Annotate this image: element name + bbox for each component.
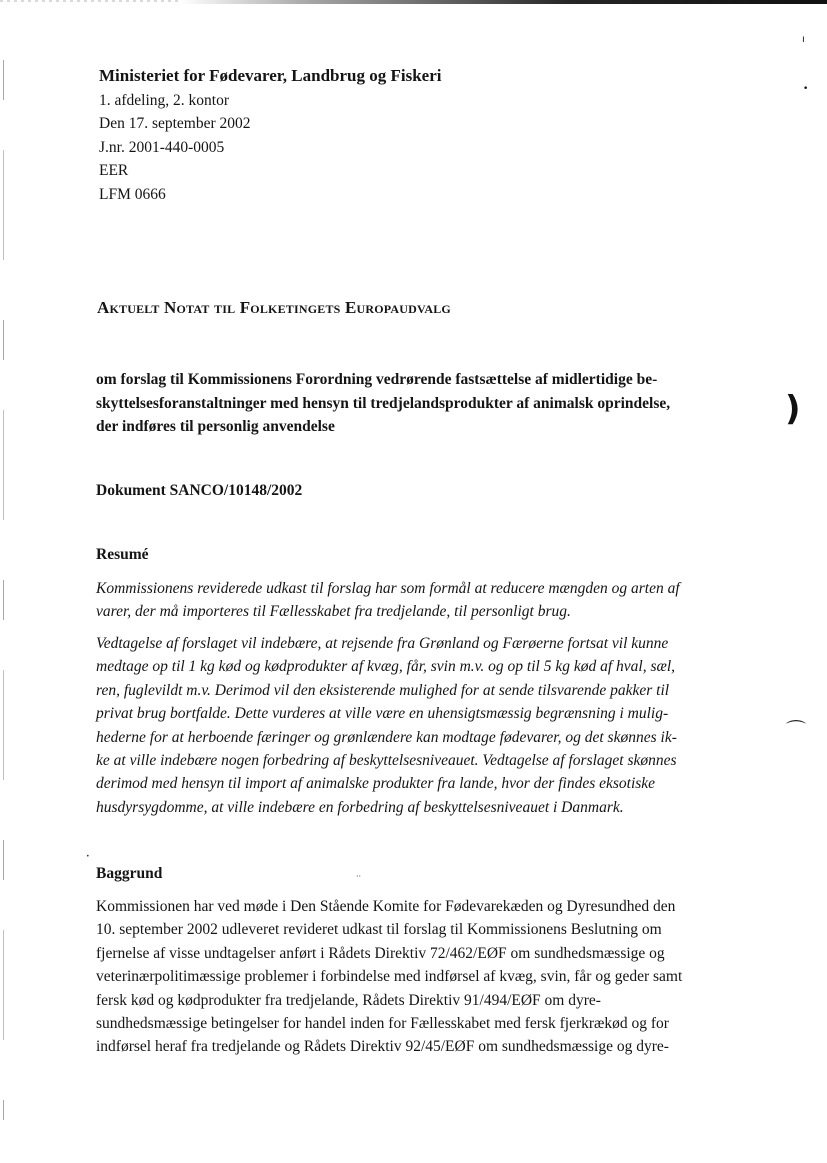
paragraph-line: medtage op til 1 kg kød og kødprodukter af kvæg, får, svin m.v. og op til 5 kg kød af hval, sæl, bbox=[96, 658, 676, 676]
resume-paragraph-1 bbox=[96, 577, 746, 624]
paragraph-line: fersk kød og kødprodukter fra tredjelande, Rådets Direktiv 91/494/EØF om dyre- bbox=[96, 991, 601, 1009]
header-line-initials: EER bbox=[99, 162, 129, 179]
paragraph-line: Kommissionens reviderede udkast til forslag har som formål at reducere mængden og arten af bbox=[96, 580, 680, 597]
resume-paragraph-2 bbox=[96, 632, 746, 819]
paragraph-line: varer, der må importeres til Fællesskabet fra tredjelande, til personligt brug. bbox=[96, 603, 571, 621]
paragraph-line: veterinærpolitimæssige problemer i forbindelse med indførsel af kvæg, svin, får og geder samt bbox=[96, 968, 683, 986]
paragraph-line: fjernelse af visse undtagelser anført i Rådets Direktiv 72/462/EØF om sundhedsmæssige og bbox=[96, 944, 665, 962]
paragraph-line: hederne for at herboende færinger og grønlændere kan modtage fødevarer, og det skønnes ik- bbox=[96, 728, 677, 746]
paragraph-line: Vedtagelse af forslaget vil indebære, at rejsende fra Grønland og Færøerne fortsat vil kunne bbox=[96, 635, 669, 652]
document-subject bbox=[96, 368, 736, 439]
document-title: Aktuelt Notat til Folketingets Europaudvalg bbox=[97, 298, 451, 317]
baggrund-paragraph bbox=[96, 895, 746, 1059]
paragraph-line: ke at ville indebære nogen forbedring af beskyttelsesniveauet. Vedtagelse af forslaget skønnes bbox=[96, 752, 677, 770]
header-line-date: Den 17. september 2002 bbox=[99, 115, 251, 132]
paragraph-line: 10. september 2002 udleveret revideret udkast til forslag til Kommissionens Beslutning om bbox=[96, 921, 662, 939]
scan-edge-left bbox=[3, 60, 4, 1120]
document-reference: Dokument SANCO/10148/2002 bbox=[96, 482, 303, 499]
paragraph-line: ren, fuglevildt m.v. Derimod vil den eksisterende mulighed for at sende tilsvarende pakker til bbox=[96, 681, 670, 699]
scan-speck: • bbox=[803, 84, 809, 94]
scan-edge-top-dotted bbox=[0, 0, 180, 2]
paragraph-line: derimod med hensyn til import af animalske produkter fra lande, hvor der findes eksotiske bbox=[96, 775, 656, 793]
subject-line: skyttelsesforanstaltninger med hensyn til tredjelandsprodukter af animalsk oprindelse, bbox=[96, 394, 671, 412]
paragraph-line: indførsel heraf fra tredjelande og Rådets Direktiv 92/45/EØF om sundhedsmæssige og dyre- bbox=[96, 1038, 669, 1056]
resume-heading: Resumé bbox=[96, 546, 149, 563]
header-line-reference: LFM 0666 bbox=[99, 185, 166, 203]
paragraph-line: Kommissionen har ved møde i Den Stående Komite for Fødevarekæden og Dyresundhed den bbox=[96, 898, 676, 915]
scan-punch-hole-mark: ) bbox=[785, 389, 801, 429]
letterhead bbox=[99, 64, 442, 206]
scan-punch-hole-mark: ⌒ bbox=[786, 718, 806, 742]
subject-line: om forslag til Kommissionens Forordning vedrørende fastsættelse af midlertidige be- bbox=[96, 371, 658, 388]
baggrund-heading: Baggrund bbox=[96, 865, 163, 882]
header-line-journal-number: J.nr. 2001-440-0005 bbox=[99, 138, 225, 156]
scan-edge-top bbox=[180, 0, 827, 4]
scan-speck: ı bbox=[802, 34, 805, 45]
subject-line: der indføres til personlig anvendelse bbox=[96, 418, 335, 435]
paragraph-line: husdyrsygdomme, at ville indebære en forbedring af beskyttelsesniveauet i Danmark. bbox=[96, 798, 624, 816]
paragraph-line: sundhedsmæssige betingelser for handel inden for Fællesskabet med fersk fjerkrækød og for bbox=[96, 1015, 669, 1033]
ministry-name: Ministeriet for Fødevarer, Landbrug og Fiskeri bbox=[99, 66, 442, 85]
paragraph-line: privat brug bortfalde. Dette vurderes at ville være en uhensigtsmæssig begrænsning i mulig- bbox=[96, 705, 669, 723]
header-line-department: 1. afdeling, 2. kontor bbox=[99, 91, 230, 109]
scan-speck: • bbox=[86, 853, 90, 860]
scan-speck: ·· bbox=[356, 872, 362, 881]
